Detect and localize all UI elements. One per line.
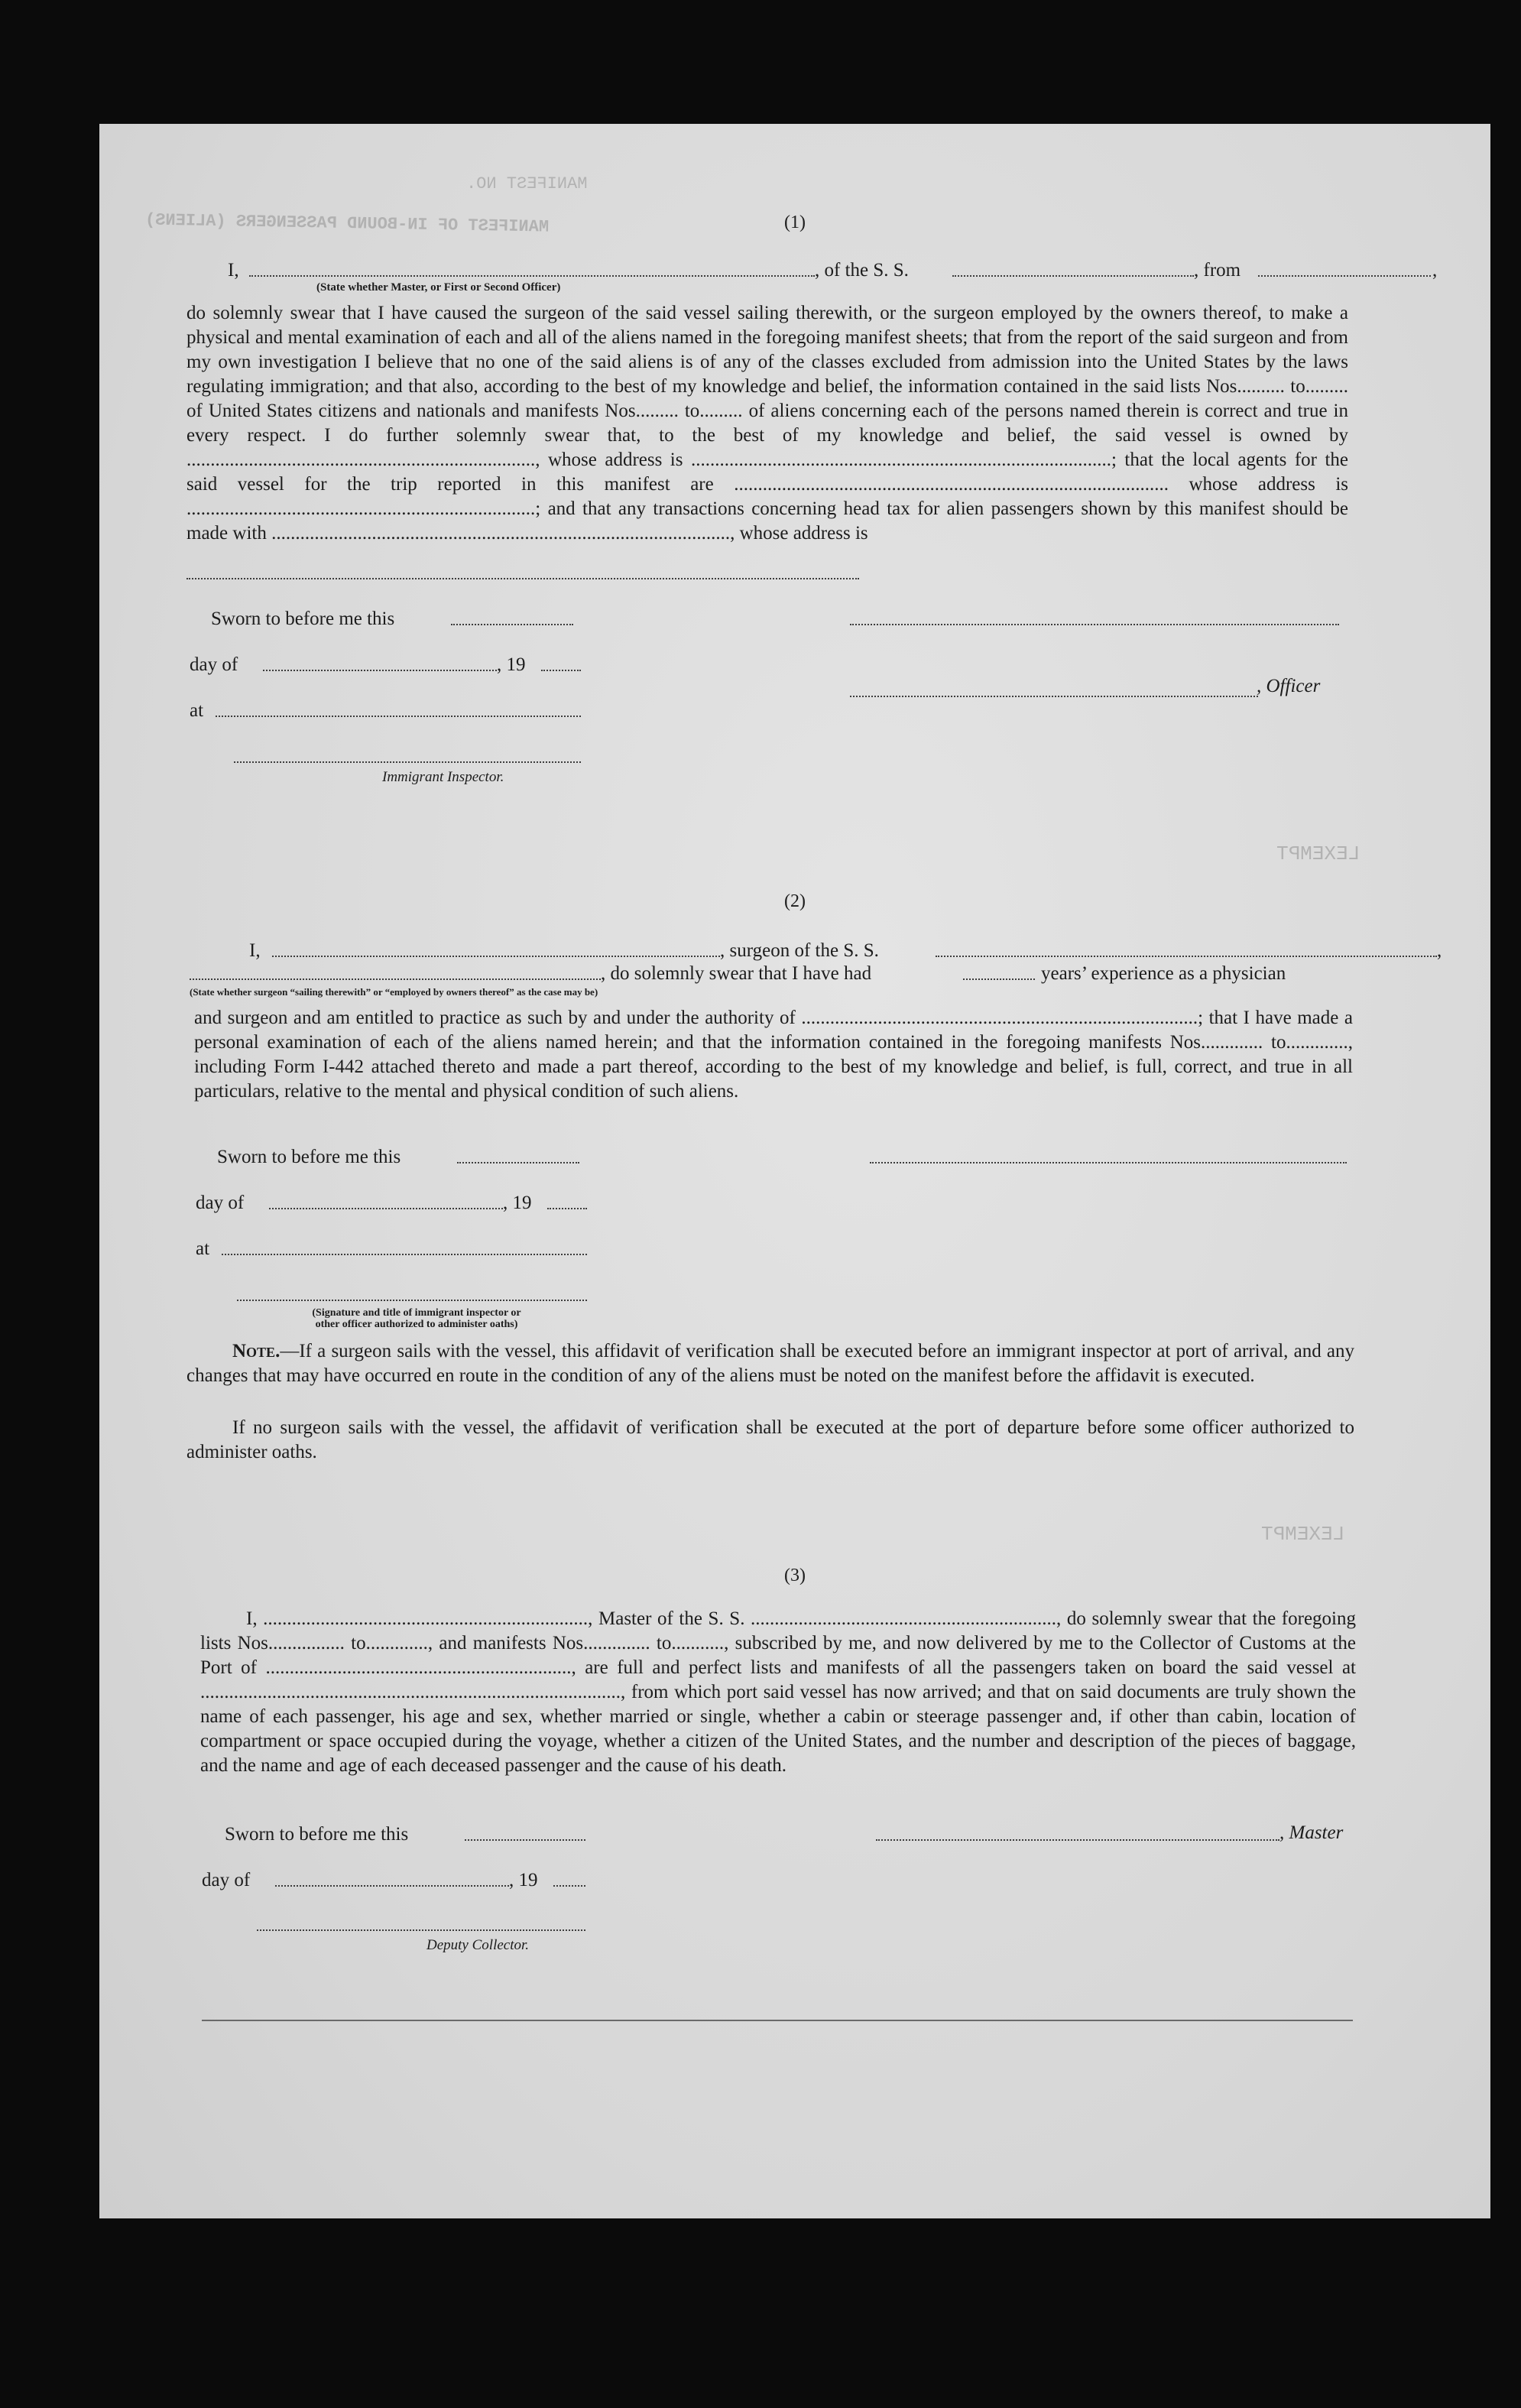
note-text: —If a surgeon sails with the vessel, this affidavit of verification shall be executed before an immigrant inspector at port of arrival, and any changes that may have occurred en route in the condition of any of the aliens must be noted on the manifest before the affidavit is executed. [186, 1341, 1354, 1386]
surgeon-caption: (State whether surgeon “sailing therewith” or “employed by owners thereof” as the case may be) [190, 986, 598, 998]
section-2-paragraph: and surgeon and am entitled to practice as such by and under the authority of ...................................................................................; that I have made a personal examination of each of the aliens named herein; and that the information contained in the foregoing manifests Nos............. to............., including Form I-442 attached thereto and made a part thereof, according to the best of my knowledge and belief, is full, correct, and true in all particulars, relative to the mental and physical condition of such aliens. [194, 1008, 1353, 1102]
agent-address-blank[interactable] [186, 578, 859, 579]
master-signature-blank[interactable] [876, 1839, 1279, 1841]
surgeon-name-blank[interactable] [272, 956, 720, 957]
note-block [186, 1339, 1354, 1414]
deputy-collector-label: Deputy Collector. [426, 1937, 530, 1953]
section-2-heading: (2) [784, 891, 806, 911]
inspector-signature-blank[interactable] [237, 1300, 587, 1301]
day-of-label: day of [196, 1193, 245, 1213]
year-label: , 19 [503, 1193, 532, 1213]
sworn-label: Sworn to before me this [217, 1147, 401, 1167]
note-paragraph [186, 1339, 1354, 1388]
month-blank[interactable] [269, 1208, 503, 1209]
section-3-oath-text [200, 1607, 1356, 1806]
surgeon-of-label: , surgeon of the S. S. [720, 940, 879, 961]
year-label: , 19 [497, 654, 526, 675]
officer-label: , Officer [1257, 676, 1321, 696]
section-1-heading: (1) [784, 213, 806, 232]
year-blank[interactable] [553, 1885, 585, 1887]
year-label: , 19 [509, 1870, 538, 1890]
deputy-collector-signature-blank[interactable] [257, 1929, 585, 1931]
sworn-label: Sworn to before me this [211, 608, 395, 629]
surgeon-signature-blank[interactable] [870, 1162, 1347, 1163]
immigrant-inspector-label: Immigrant Inspector. [382, 769, 504, 785]
sworn-day-blank[interactable] [457, 1162, 579, 1163]
signature-caption-line-2: other officer authorized to administer oaths) [315, 1319, 518, 1330]
officer-name-blank[interactable] [249, 275, 815, 277]
from-port-blank[interactable] [1258, 275, 1431, 277]
at-label: at [190, 700, 204, 721]
surgeon-status-blank[interactable] [190, 978, 601, 980]
from-label: , from [1194, 260, 1241, 281]
sworn-day-blank[interactable] [465, 1839, 585, 1841]
section-2-oath-text [194, 1006, 1353, 1128]
officer-signature-blank[interactable] [850, 624, 1339, 625]
vessel-name-blank[interactable] [952, 275, 1194, 277]
section-3-paragraph: I, ...................................................................., Master of the S. S. ................................................................, do solemnly swear that the foregoing lists Nos................ to............., and manifests Nos.............. to..........., subscribed by me, and now delivered by me to the Collector of Customs at the Port of ................................................................, are full and perfect lists and manifests of all the passengers taken on board the said vessel at ........................................................................................, from which port said vessel has now arrived; and that on said documents are truly shown the name of each passenger, his age and sex, whether married or single, whether a cabin or steerage passenger and, if other than cabin, location of compartment or space occupied during the voyage, whether a citizen of the United States, and the number and description of the pieces of baggage, and the name and age of each deceased passenger and the cause of his death. [200, 1608, 1356, 1776]
comma: , [1437, 940, 1442, 961]
years-experience-label: years’ experience as a physician [1041, 963, 1286, 984]
section-1-paragraph: do solemnly swear that I have caused the surgeon of the said vessel sailing therewith, or the surgeon employed by the owners thereof, to make a physical and mental examination of each and all of the aliens named in the foregoing manifest sheets; that from the report of the said surgeon and from my own investigation I believe that no one of the said aliens is of any of the classes excluded from admission into the United States by the laws regulating immigration; and that also, according to the best of my knowledge and belief, the information contained in the said lists Nos.......... to......... of United States citizens and nationals and manifests Nos......... to......... of aliens concerning each of the persons named therein is correct and true in every respect. I do further solemnly swear that, to the best of my knowledge and belief, the said vessel is owned by ........................................................................., whose address is ........................................................................................; that the local agents for the said vessel for the trip reported in this manifest are ........................................................................................... whose address is .........................................................................; and that any transactions concerning head tax for alien passengers shown by this manifest should be made with ................................................................................................, whose address is [186, 303, 1348, 544]
sworn-label: Sworn to before me this [225, 1824, 409, 1845]
bleed-through-stamp: LEXEMPT [1276, 842, 1360, 865]
officer-title-blank[interactable] [850, 696, 1258, 697]
years-blank[interactable] [963, 978, 1035, 980]
year-blank[interactable] [547, 1208, 587, 1209]
at-place-blank[interactable] [216, 716, 581, 717]
bleed-through-scribble: MANIFEST NO. [466, 174, 588, 193]
note-2-paragraph: If no surgeon sails with the vessel, the affidavit of verification shall be executed at the port of departure before some officer authorized to administer oaths. [186, 1417, 1354, 1462]
bottom-rule [202, 2020, 1353, 2021]
comma: , [1432, 260, 1438, 281]
swear-experience-label: , do solemnly swear that I have had [601, 963, 872, 984]
of-ss-label: , of the S. S. [815, 260, 909, 281]
section-3-heading: (3) [784, 1566, 806, 1585]
year-blank[interactable] [541, 670, 581, 671]
form-page [99, 124, 1490, 2218]
pronoun-i: I, [249, 940, 261, 961]
section-1-oath-text [186, 301, 1348, 544]
officer-caption: (State whether Master, or First or Second Officer) [316, 281, 561, 294]
month-blank[interactable] [263, 670, 497, 671]
signature-caption-line-1: (Signature and title of immigrant inspector or [312, 1307, 521, 1319]
bleed-through-header: MANIFEST OF IN-BOUND PASSENGERS (ALIENS) [144, 210, 550, 237]
signature-caption [252, 1307, 581, 1330]
at-place-blank[interactable] [222, 1254, 587, 1255]
master-label: , Master [1279, 1822, 1344, 1843]
day-of-label: day of [190, 654, 238, 675]
at-label: at [196, 1238, 210, 1259]
surgeon-vessel-blank[interactable] [936, 956, 1437, 957]
note-2-block [186, 1416, 1354, 1466]
bleed-through-stamp: LEXEMPT [1261, 1523, 1345, 1546]
inspector-signature-blank[interactable] [234, 761, 581, 763]
note-label: Note. [232, 1341, 281, 1361]
month-blank[interactable] [275, 1885, 509, 1887]
pronoun-i: I, [228, 260, 239, 281]
sworn-day-blank[interactable] [451, 624, 573, 625]
day-of-label: day of [202, 1870, 251, 1890]
